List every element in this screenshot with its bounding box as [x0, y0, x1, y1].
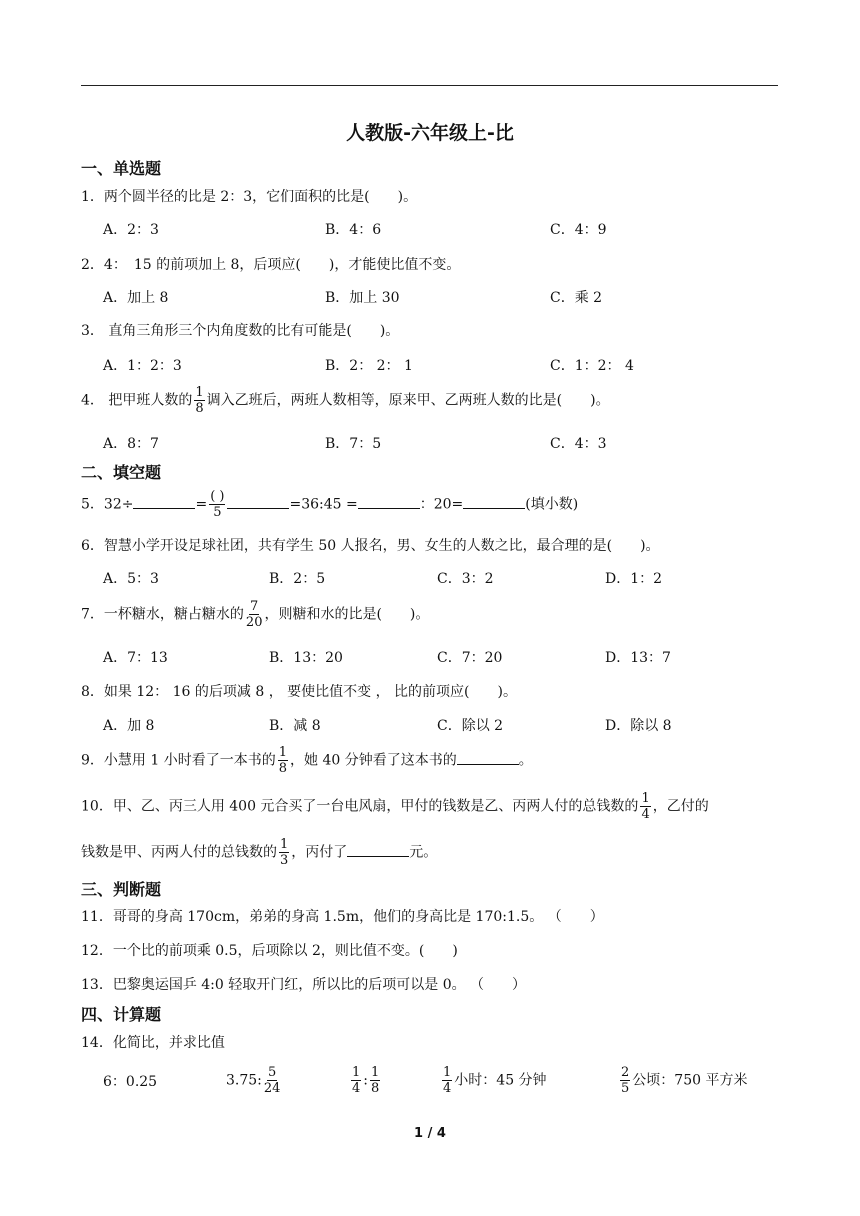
- q1-option-c: C．4：9: [550, 222, 607, 238]
- q9-text-pre: 9．小慧用 1 小时看了一本书的: [81, 752, 276, 769]
- page-number: 1 / 4: [414, 1126, 446, 1141]
- question-4: [81, 386, 610, 415]
- question-13: 13．巴黎奥运国乒 4:0 轻取开门红，所以比的后项可以是 0。 （ ）: [81, 977, 527, 993]
- q9-fraction-denominator: 8: [278, 761, 287, 776]
- q10-text-post2: 元。: [409, 844, 438, 861]
- q5-blank-4: [463, 496, 525, 509]
- q10-blank: [347, 844, 409, 857]
- calc-item-5-post: 公顷：750 平方米: [632, 1072, 748, 1089]
- q10-text-post: ，乙付的: [652, 798, 709, 815]
- q6-option-b: B．2：5: [269, 571, 326, 587]
- calc-item-4-denominator: 4: [443, 1081, 452, 1096]
- calc-item-2-fraction: [264, 1066, 281, 1095]
- q9-text-mid: ，她 40 分钟看了这本书的: [290, 752, 457, 769]
- calc-item-4-post: 小时：45 分钟: [454, 1072, 547, 1089]
- question-2: 2．4： 15 的前项加上 8，后项应( )，才能使比值不变。: [81, 257, 461, 273]
- q4-option-b: B．7：5: [325, 436, 382, 452]
- q4-option-a: A．8：7: [103, 436, 159, 452]
- calc-item-5: [618, 1066, 747, 1095]
- question-11: 11．哥哥的身高 170cm，弟弟的身高 1.5m，他们的身高比是 170:1.5。 （ ）: [81, 909, 604, 925]
- q7-fraction-denominator: 20: [245, 615, 263, 630]
- q5-text-pre: 5．32÷: [81, 496, 134, 513]
- q8-option-c: C．除以 2: [437, 718, 504, 734]
- q10-fraction-1-numerator: 1: [641, 791, 650, 806]
- calc-item-3-numerator-1: 1: [352, 1065, 361, 1080]
- q10-fraction-2-numerator: 1: [280, 837, 289, 852]
- q10-text-mid2: ，丙付了: [291, 844, 348, 861]
- q7-text-pre: 7．一杯糖水，糖占糖水的: [81, 606, 244, 623]
- q9-text-post: 。: [518, 752, 533, 769]
- calc-item-2-denominator: 24: [263, 1081, 281, 1096]
- calc-item-5-denominator: 5: [621, 1081, 630, 1096]
- q5-fraction-numerator: ( ): [210, 489, 225, 504]
- question-9: [81, 746, 533, 775]
- calc-item-1: 6：0.25: [103, 1074, 158, 1090]
- calc-item-5-numerator: 2: [621, 1065, 630, 1080]
- question-12: 12．一个比的前项乘 0.5，后项除以 2，则比值不变。( ): [81, 943, 458, 959]
- page-title: 人教版-六年级上-比: [346, 122, 514, 144]
- q8-option-d: D．除以 8: [605, 718, 672, 734]
- q7-text-post: ，则糖和水的比是( )。: [264, 606, 430, 623]
- q5-text-post: (填小数): [525, 496, 579, 513]
- calc-item-2-pre: 3.75:: [226, 1072, 262, 1089]
- calc-item-2: [226, 1066, 282, 1095]
- q7-option-c: C．7：20: [437, 650, 503, 666]
- q3-option-b: B．2： 2： 1: [325, 358, 413, 374]
- q10-fraction-2: [279, 838, 289, 867]
- calc-item-2-numerator: 5: [268, 1065, 277, 1080]
- question-1: 1．两个圆半径的比是 2：3，它们面积的比是( )。: [81, 189, 418, 205]
- calc-item-3: [349, 1066, 382, 1095]
- q7-option-a: A．7：13: [103, 650, 168, 666]
- q10-fraction-1: [640, 792, 650, 821]
- q5-blank-1: [133, 496, 195, 509]
- q5-text-mid2: ：20=: [419, 496, 464, 513]
- q4-fraction: [194, 386, 204, 415]
- q8-option-a: A．加 8: [103, 718, 155, 734]
- question-10-line-1: [81, 792, 709, 821]
- calc-item-3-fraction-1: [351, 1066, 361, 1095]
- calc-item-3-denominator-1: 4: [352, 1081, 361, 1096]
- q2-option-b: B．加上 30: [325, 290, 400, 306]
- section-heading-single-choice: 一、单选题: [81, 159, 162, 178]
- q5-text-mid: =36:45 =: [289, 496, 358, 513]
- calc-item-4-numerator: 1: [443, 1065, 452, 1080]
- question-6: 6．智慧小学开设足球社团，共有学生 50 人报名，男、女生的人数之比，最合理的是( )。: [81, 538, 660, 554]
- q3-option-c: C．1：2： 4: [550, 358, 634, 374]
- q6-option-d: D．1：2: [605, 571, 663, 587]
- q4-option-c: C．4：3: [550, 436, 607, 452]
- section-heading-calculation: 四、计算题: [81, 1005, 162, 1024]
- q5-blank-2: [227, 496, 289, 509]
- q5-equals: =: [195, 496, 208, 513]
- q6-option-c: C．3：2: [437, 571, 494, 587]
- q2-option-c: C．乘 2: [550, 290, 603, 306]
- q7-fraction-numerator: 7: [250, 599, 259, 614]
- q7-fraction: [246, 600, 263, 629]
- q6-option-a: A．5：3: [103, 571, 159, 587]
- q7-option-b: B．13：20: [269, 650, 343, 666]
- q5-fraction-denominator: 5: [213, 505, 222, 520]
- calc-item-3-numerator-2: 1: [371, 1065, 380, 1080]
- q10-text-pre: 10．甲、乙、丙三人用 400 元合买了一台电风扇，甲付的钱数是乙、丙两人付的总钱数的: [81, 798, 639, 815]
- q4-fraction-denominator: 8: [195, 401, 204, 416]
- question-10-line-2: [81, 838, 437, 867]
- calc-item-3-separator: :: [363, 1072, 368, 1089]
- q7-option-d: D．13：7: [605, 650, 671, 666]
- q2-option-a: A．加上 8: [103, 290, 169, 306]
- q5-blank-3: [358, 496, 420, 509]
- calc-item-3-fraction-2: [370, 1066, 380, 1095]
- calc-item-4-fraction: [442, 1066, 452, 1095]
- q10-fraction-2-denominator: 3: [280, 853, 289, 868]
- q10-text-pre2: 钱数是甲、丙两人付的总钱数的: [81, 844, 277, 861]
- q1-option-a: A．2：3: [103, 222, 159, 238]
- question-8: 8．如果 12： 16 的后项减 8 ， 要使比值不变 ， 比的前项应( )。: [81, 684, 517, 700]
- question-7: [81, 600, 429, 629]
- q4-text-pre: 4． 把甲班人数的: [81, 392, 193, 409]
- q8-option-b: B．减 8: [269, 718, 321, 734]
- question-5: [81, 490, 578, 519]
- q1-option-b: B．4：6: [325, 222, 382, 238]
- section-heading-true-false: 三、判断题: [81, 880, 162, 899]
- q9-fraction: [278, 746, 288, 775]
- question-3: 3． 直角三角形三个内角度数的比有可能是( )。: [81, 323, 400, 339]
- q4-fraction-numerator: 1: [195, 385, 204, 400]
- section-heading-fill-blank: 二、填空题: [81, 463, 162, 482]
- q5-fraction: [209, 490, 225, 519]
- q10-fraction-1-denominator: 4: [641, 807, 650, 822]
- calc-item-4: [440, 1066, 547, 1095]
- q9-fraction-numerator: 1: [278, 745, 287, 760]
- calc-item-5-fraction: [620, 1066, 630, 1095]
- q4-text-post: 调入乙班后，两班人数相等，原来甲、乙两班人数的比是( )。: [206, 392, 610, 409]
- calc-item-3-denominator-2: 8: [371, 1081, 380, 1096]
- question-14: 14．化简比，并求比值: [81, 1035, 225, 1051]
- q9-blank: [457, 752, 519, 765]
- q3-option-a: A．1：2：3: [103, 358, 182, 374]
- header-rule: [81, 85, 778, 86]
